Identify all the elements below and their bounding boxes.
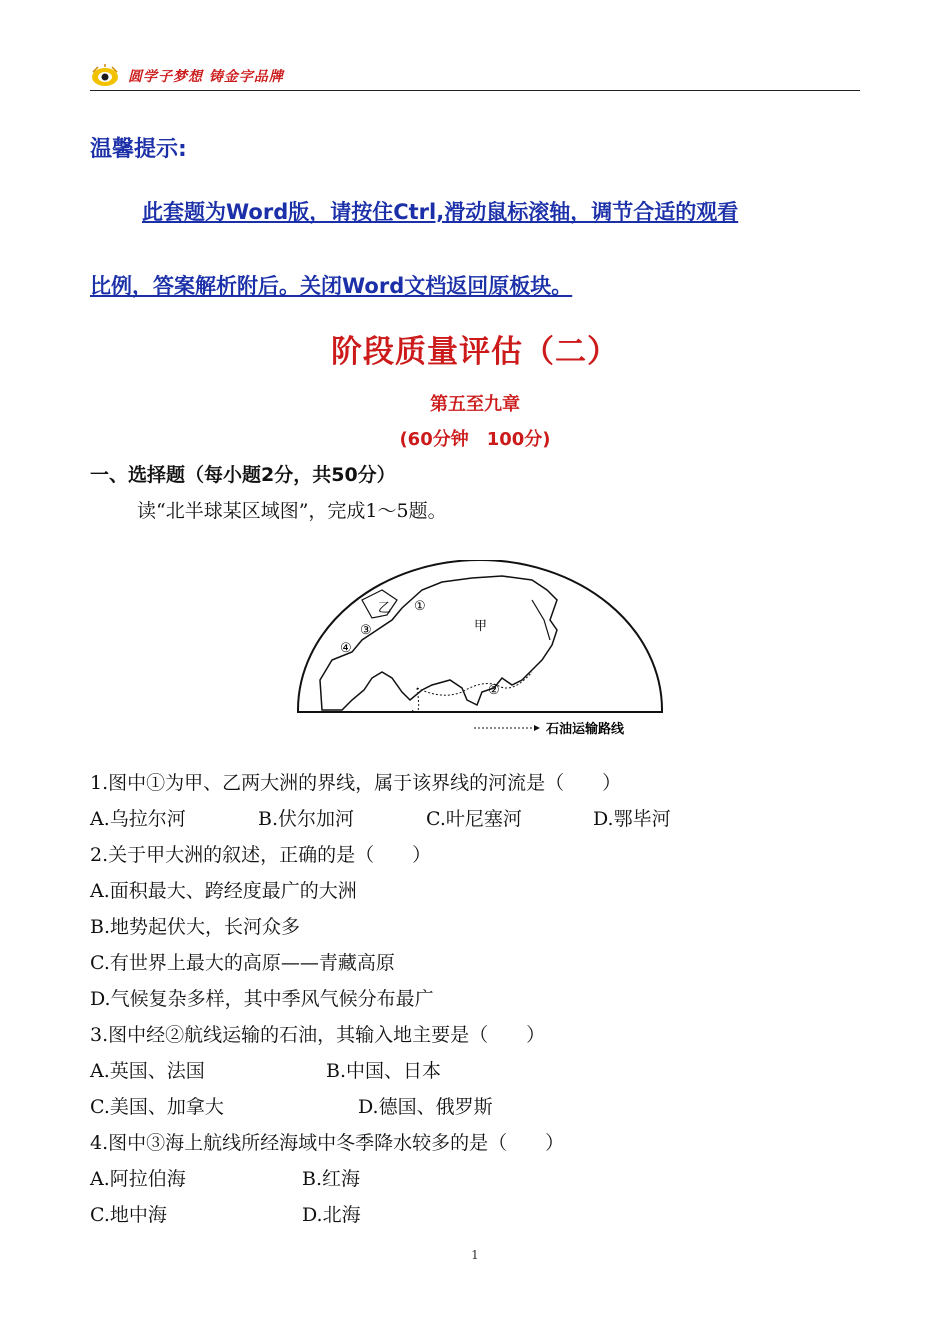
q3-option-b[interactable]: B.中国、日本 xyxy=(326,1060,442,1082)
section-intro: 读“北半球某区域图”，完成1～5题。 xyxy=(137,500,447,522)
question-2: 2.关于甲大洲的叙述，正确的是（ ） xyxy=(90,844,432,866)
brand-logo-icon xyxy=(90,64,120,88)
exam-title: 阶段质量评估（二） xyxy=(331,334,619,370)
q3-option-d[interactable]: D.德国、俄罗斯 xyxy=(358,1096,493,1118)
q3-option-c[interactable]: C.美国、加拿大 xyxy=(90,1096,224,1118)
tip-title: 温馨提示: xyxy=(90,137,187,162)
map-marker-4: ④ xyxy=(340,641,352,656)
question-3: 3.图中经②航线运输的石油，其输入地主要是（ ） xyxy=(90,1024,546,1046)
q2-option-c[interactable]: C.有世界上最大的高原——青藏高原 xyxy=(90,952,395,974)
exam-time-score: (60分钟 100分) xyxy=(399,429,551,450)
section-heading: 一、选择题（每小题2分，共50分） xyxy=(90,464,396,486)
q3-option-a[interactable]: A.英国、法国 xyxy=(90,1060,205,1082)
brand-slogan: 圆学子梦想 铸金字品牌 xyxy=(128,69,284,85)
q1-option-d[interactable]: D.鄂毕河 xyxy=(593,808,671,830)
tip-line-2[interactable]: 比例，答案解析附后。关闭Word文档返回原板块。 xyxy=(90,274,573,298)
q2-option-a[interactable]: A.面积最大、跨经度最广的大洲 xyxy=(90,880,357,902)
map-marker-1: ① xyxy=(414,599,426,614)
map-label-yi: 乙 xyxy=(378,601,392,616)
map-label-jia: 甲 xyxy=(474,619,488,634)
question-1: 1.图中①为甲、乙两大洲的界线，属于该界线的河流是（ ） xyxy=(90,772,622,794)
page-number: 1 xyxy=(471,1248,479,1262)
question-4: 4.图中③海上航线所经海域中冬季降水较多的是（ ） xyxy=(90,1132,565,1154)
exam-chapters: 第五至九章 xyxy=(430,394,520,415)
q4-option-b[interactable]: B.红海 xyxy=(302,1168,361,1190)
map-marker-3: ③ xyxy=(360,623,372,638)
q4-option-d[interactable]: D.北海 xyxy=(302,1204,361,1226)
map-marker-2: ② xyxy=(488,683,500,698)
q1-option-a[interactable]: A.乌拉尔河 xyxy=(90,808,186,830)
q1-option-b[interactable]: B.伏尔加河 xyxy=(258,808,355,830)
map-legend-label: 石油运输路线 xyxy=(546,722,625,737)
q1-option-c[interactable]: C.叶尼塞河 xyxy=(426,808,522,830)
q4-option-c[interactable]: C.地中海 xyxy=(90,1204,167,1226)
q2-option-b[interactable]: B.地势起伏大，长河众多 xyxy=(90,916,301,938)
northern-hemisphere-map xyxy=(282,560,678,748)
q2-option-d[interactable]: D.气候复杂多样，其中季风气候分布最广 xyxy=(90,988,434,1010)
tip-line-1[interactable]: 此套题为Word版，请按住Ctrl,滑动鼠标滚轴，调节合适的观看 xyxy=(142,200,739,224)
page-header xyxy=(90,62,860,91)
q4-option-a[interactable]: A.阿拉伯海 xyxy=(90,1168,186,1190)
